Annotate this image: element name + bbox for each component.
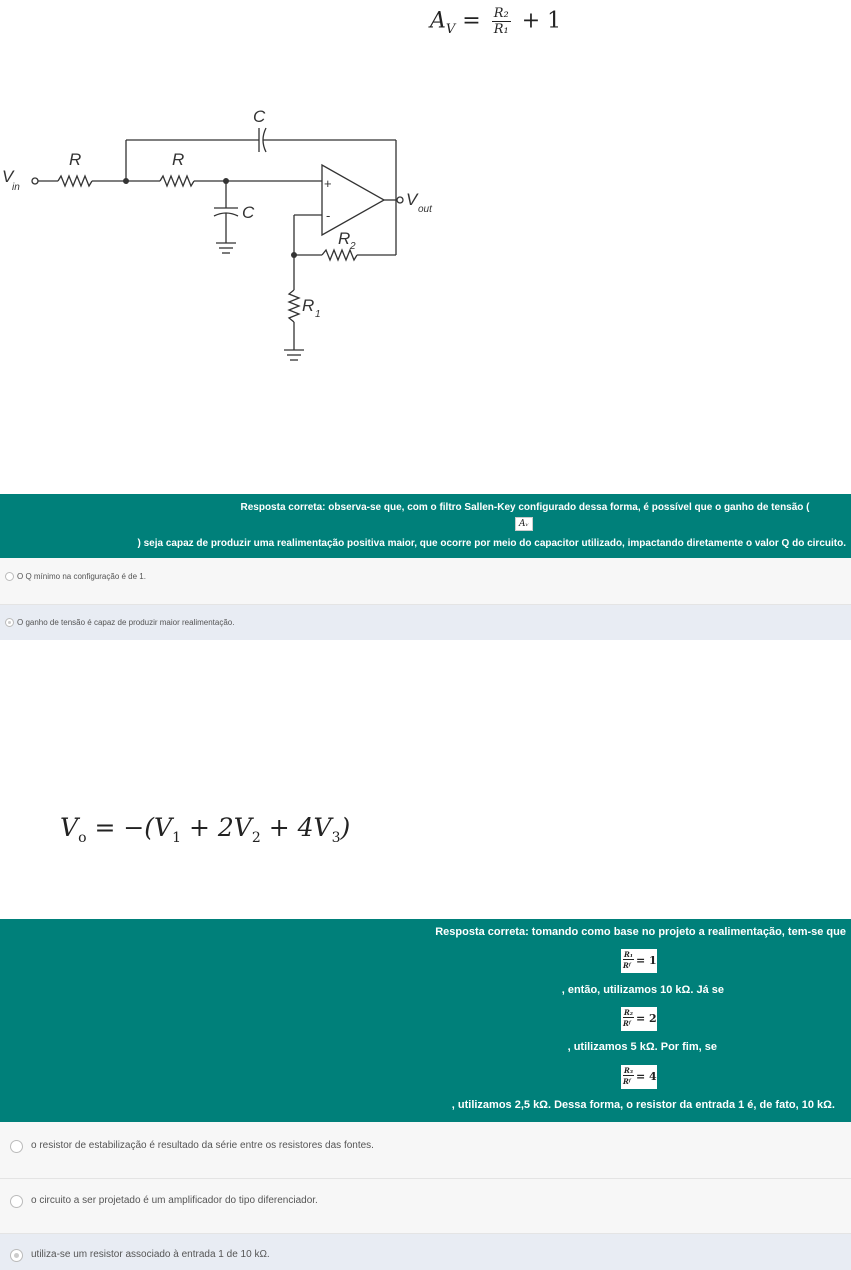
vout-terminal [397, 197, 403, 203]
correct-answer-feedback-2 [0, 919, 851, 1122]
frac-num: R₁ [624, 950, 633, 959]
resistor-r1 [289, 290, 299, 322]
feedback-1-line-3: ) seja capaz de produzir uma realimentação positiva maior, que ocorre por meio do capacitor utilizado, impactando diretamente o valor Q do circuito. [137, 538, 846, 549]
q2-option-1-radio[interactable] [10, 1140, 23, 1153]
q1-option-2-text: O ganho de tensão é capaz de produzir maior realimentação. [17, 618, 235, 627]
frac-val: = 1 [636, 954, 657, 967]
frac-num: R₃ [624, 1066, 633, 1075]
f2-sub: 2 [251, 830, 261, 846]
f2-sub: 3 [331, 830, 341, 846]
f2-sub: o [78, 830, 87, 846]
feedback-1-av-symbol: Aᵥ [515, 517, 533, 531]
q2-option-3-text: utiliza-se um resistor associado à entrada 1 de 10 kΩ. [31, 1249, 270, 1260]
q1-option-1-text: O Q mínimo na configuração é de 1. [17, 572, 146, 581]
frac-den: Rᶠ [623, 961, 631, 970]
frac-val: = 2 [636, 1012, 657, 1025]
correct-answer-feedback-1 [0, 494, 851, 558]
sallen-key-circuit [0, 100, 470, 380]
feedback-2-frac-3 [621, 1065, 657, 1089]
formula-lhs: A [430, 8, 446, 34]
formula-fraction [492, 6, 511, 37]
feedback-2-line-3: , utilizamos 5 kΩ. Por fim, se [567, 1041, 717, 1053]
feedback-2-line-2: , então, utilizamos 10 kΩ. Já se [561, 984, 724, 996]
formula-equals: = [462, 8, 481, 34]
label-vin-sub: in [12, 182, 20, 193]
label-vout-sub: out [418, 204, 432, 215]
frac-den: Rᶠ [623, 1019, 631, 1028]
f2-part: + 4V [260, 813, 332, 842]
q2-option-1-text: o resistor de estabilização é resultado da série entre os resistores das fontes. [31, 1140, 374, 1151]
f2-part: + 2V [181, 813, 252, 842]
feedback-1-line-1: Resposta correta: observa-se que, com o filtro Sallen-Key configurado dessa forma, é possível que o ganho de tensão ( [240, 502, 810, 513]
label-r1: R [302, 296, 315, 315]
frac-num: R₂ [624, 1008, 633, 1017]
frac-den: Rᶠ [623, 1077, 631, 1086]
q1-option-1-radio[interactable] [5, 572, 14, 581]
label-c-top: C [253, 107, 266, 126]
formula-rest: + 1 [521, 8, 562, 34]
label-r1-sub: 1 [315, 309, 321, 320]
label-vout: V [406, 190, 418, 209]
label-minus: - [326, 208, 331, 223]
q2-option-2[interactable] [0, 1179, 851, 1233]
f2-sub: 1 [172, 830, 182, 846]
summing-formula [60, 813, 350, 846]
feedback-2-line-4: , utilizamos 2,5 kΩ. Dessa forma, o resistor da entrada 1 é, de fato, 10 kΩ. [451, 1099, 835, 1111]
feedback-2-line-1: Resposta correta: tomando como base no projeto a realimentação, tem-se que [435, 926, 846, 938]
q2-option-2-text: o circuito a ser projetado é um amplificador do tipo diferenciador. [31, 1195, 318, 1206]
q1-option-1[interactable] [0, 558, 851, 604]
formula-denominator: R₁ [493, 22, 509, 37]
label-r2: R [338, 229, 351, 248]
resistor-r-1 [58, 176, 92, 186]
label-c-mid: C [242, 203, 255, 222]
q1-option-2-radio[interactable] [5, 618, 14, 627]
label-r2-sub: 2 [350, 241, 356, 252]
f2-part: = −(V [86, 813, 173, 842]
q1-option-2[interactable] [0, 605, 851, 640]
formula-numerator: R₂ [493, 6, 509, 21]
f2-part: V [60, 813, 79, 842]
label-plus: + [324, 176, 332, 191]
feedback-2-frac-1 [621, 949, 657, 973]
resistor-r-2 [160, 176, 194, 186]
q2-option-1[interactable] [0, 1122, 851, 1178]
frac-val: = 4 [636, 1070, 657, 1083]
q2-option-3[interactable] [0, 1234, 851, 1270]
f2-part: ) [340, 813, 351, 842]
feedback-2-frac-2 [621, 1007, 657, 1031]
label-vin: V [2, 167, 14, 186]
q2-option-2-radio[interactable] [10, 1195, 23, 1208]
label-r-2: R [172, 150, 185, 169]
label-r-1: R [69, 150, 82, 169]
gain-formula [430, 6, 561, 37]
q2-option-3-radio[interactable] [10, 1249, 23, 1262]
formula-lhs-sub: V [445, 21, 456, 37]
vin-terminal [32, 178, 38, 184]
